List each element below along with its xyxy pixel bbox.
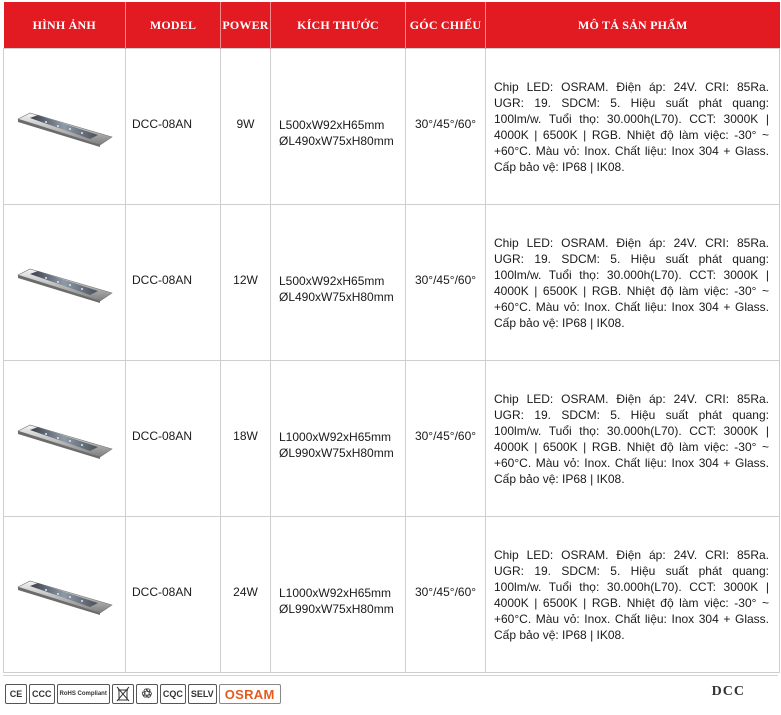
power-cell bbox=[221, 49, 271, 205]
description-cell bbox=[486, 205, 780, 361]
linear-light-fixture-image bbox=[16, 419, 114, 459]
model-cell bbox=[126, 517, 221, 673]
power-cell bbox=[221, 517, 271, 673]
size-line-2: ØL490xW75xH80mm bbox=[279, 134, 394, 148]
description-text: Chip LED: OSRAM. Điện áp: 24V. CRI: 85Ra. UGR: 19. SDCM: 5. Hiệu suất phát quang: 100lm/w. Tuổi thọ: 30.000h(L70). CCT: 3000K | 4000K | 6500K | RGB. Nhiệt độ làm việc: -30° ~ +60°C. Màu vỏ: Inox. Chất liệu: Inox 304 + Glass. Cấp bảo vệ: IP68 | IK08. bbox=[494, 547, 769, 642]
header-model: MODEL bbox=[126, 2, 221, 49]
description-cell bbox=[486, 361, 780, 517]
header-beam-angle: GÓC CHIẾU bbox=[406, 2, 486, 49]
model-cell bbox=[126, 361, 221, 517]
description-text: Chip LED: OSRAM. Điện áp: 24V. CRI: 85Ra. UGR: 19. SDCM: 5. Hiệu suất phát quang: 100lm/w. Tuổi thọ: 30.000h(L70). CCT: 3000K | 4000K | 6500K | RGB. Nhiệt độ làm việc: -30° ~ +60°C. Màu vỏ: Inox. Chất liệu: Inox 304 + Glass. Cấp bảo vệ: IP68 | IK08. bbox=[494, 79, 769, 174]
size-line-2: ØL990xW75xH80mm bbox=[279, 602, 394, 616]
product-image-cell bbox=[4, 517, 126, 673]
model-value: DCC-08AN bbox=[132, 429, 193, 443]
table-row bbox=[4, 361, 780, 517]
size-value bbox=[271, 205, 405, 305]
size-cell bbox=[271, 361, 406, 517]
beam-angle-cell bbox=[406, 361, 486, 517]
size-line-1: L1000xW92xH65mm bbox=[279, 586, 392, 600]
size-value bbox=[271, 517, 405, 617]
size-line-2: ØL490xW75xH80mm bbox=[279, 290, 394, 304]
linear-light-fixture-image bbox=[16, 575, 114, 615]
weee-bin-icon bbox=[112, 684, 134, 704]
table-header-row bbox=[4, 2, 780, 49]
table-row bbox=[4, 49, 780, 205]
size-line-2: ØL990xW75xH80mm bbox=[279, 446, 394, 460]
size-value bbox=[271, 49, 405, 149]
table-row bbox=[4, 205, 780, 361]
selv-mark-icon: SELV bbox=[188, 684, 217, 704]
size-line-1: L500xW92xH65mm bbox=[279, 118, 385, 132]
cqc-mark-icon: CQC bbox=[160, 684, 186, 704]
rohs-compliant-icon: RoHS Compliant bbox=[57, 684, 110, 704]
size-cell bbox=[271, 205, 406, 361]
power-cell bbox=[221, 205, 271, 361]
description-cell bbox=[486, 49, 780, 205]
beam-angle-cell bbox=[406, 49, 486, 205]
beam-angle-cell bbox=[406, 517, 486, 673]
model-cell bbox=[126, 49, 221, 205]
product-spec-sheet bbox=[3, 2, 779, 673]
linear-light-fixture-image bbox=[16, 107, 114, 147]
spec-table bbox=[3, 2, 780, 673]
beam-angle-value: 30°/45°/60° bbox=[414, 117, 477, 131]
product-image-cell bbox=[4, 205, 126, 361]
size-value bbox=[271, 361, 405, 461]
product-image-cell bbox=[4, 361, 126, 517]
beam-angle-cell bbox=[406, 205, 486, 361]
model-cell bbox=[126, 205, 221, 361]
recycle-icon: ♲ bbox=[136, 684, 158, 704]
brand-logo: DCC bbox=[711, 684, 745, 699]
beam-angle-value: 30°/45°/60° bbox=[414, 273, 477, 287]
power-value: 18W bbox=[233, 429, 258, 443]
description-text: Chip LED: OSRAM. Điện áp: 24V. CRI: 85Ra. UGR: 19. SDCM: 5. Hiệu suất phát quang: 100lm/w. Tuổi thọ: 30.000h(L70). CCT: 3000K | 4000K | 6500K | RGB. Nhiệt độ làm việc: -30° ~ +60°C. Màu vỏ: Inox. Chất liệu: Inox 304 + Glass. Cấp bảo vệ: IP68 | IK08. bbox=[494, 235, 769, 330]
beam-angle-value: 30°/45°/60° bbox=[414, 429, 477, 443]
model-value: DCC-08AN bbox=[132, 585, 193, 599]
power-value: 24W bbox=[233, 585, 258, 599]
footer-divider bbox=[3, 675, 778, 676]
header-power: POWER bbox=[221, 2, 271, 49]
description-cell bbox=[486, 517, 780, 673]
size-line-1: L1000xW92xH65mm bbox=[279, 430, 392, 444]
size-cell bbox=[271, 517, 406, 673]
header-description: MÔ TẢ SẢN PHẨM bbox=[486, 2, 780, 49]
model-value: DCC-08AN bbox=[132, 117, 193, 131]
size-line-1: L500xW92xH65mm bbox=[279, 274, 385, 288]
power-value: 9W bbox=[236, 117, 255, 131]
header-image: HÌNH ẢNH bbox=[4, 2, 126, 49]
table-row bbox=[4, 517, 780, 673]
product-image-cell bbox=[4, 49, 126, 205]
model-value: DCC-08AN bbox=[132, 273, 193, 287]
beam-angle-value: 30°/45°/60° bbox=[414, 585, 477, 599]
ce-mark-icon: CE bbox=[5, 684, 27, 704]
ccc-mark-icon: CCC bbox=[29, 684, 55, 704]
linear-light-fixture-image bbox=[16, 263, 114, 303]
power-value: 12W bbox=[233, 273, 258, 287]
osram-logo: OSRAM bbox=[219, 684, 281, 704]
power-cell bbox=[221, 361, 271, 517]
description-text: Chip LED: OSRAM. Điện áp: 24V. CRI: 85Ra. UGR: 19. SDCM: 5. Hiệu suất phát quang: 100lm/w. Tuổi thọ: 30.000h(L70). CCT: 3000K | 4000K | 6500K | RGB. Nhiệt độ làm việc: -30° ~ +60°C. Màu vỏ: Inox. Chất liệu: Inox 304 + Glass. Cấp bảo vệ: IP68 | IK08. bbox=[494, 391, 769, 486]
header-size: KÍCH THƯỚC bbox=[271, 2, 406, 49]
size-cell bbox=[271, 49, 406, 205]
certification-logos bbox=[5, 683, 281, 705]
